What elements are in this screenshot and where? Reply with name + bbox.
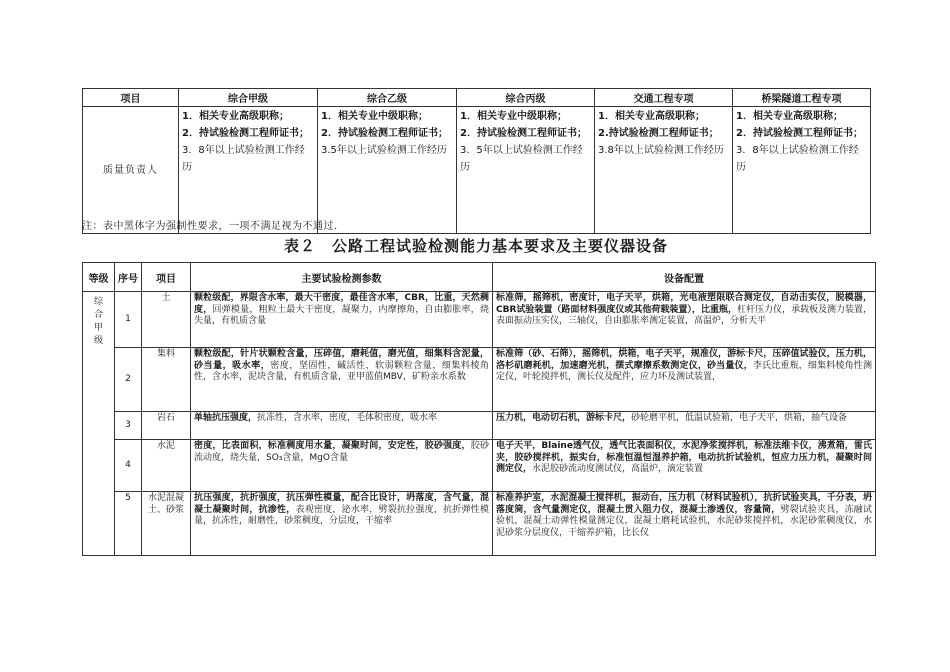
item-cell: 集料 (142, 348, 191, 412)
table-row (83, 440, 876, 492)
table1-header-bridge-tunnel: 桥梁隧道工程专项 (733, 89, 871, 107)
equip-cell (493, 412, 876, 440)
grade-cell (83, 292, 115, 556)
table-row (83, 492, 876, 556)
equip-mandatory: 标准养护室，水泥混凝土搅拌机，振动台，压力机（材料试验机），抗折试验夹具，千分表，坍落度筒，含气量测定仪，混凝土贯入阻力仪，混凝土渗透仪，容量筒， (496, 493, 872, 515)
requirement-experience: 3．8年以上试验检测工作经历 (736, 145, 859, 173)
table2-header-equip: 设备配置 (493, 263, 876, 292)
seq-cell: 2 (115, 348, 142, 412)
equip-mandatory: 标准筛，摇筛机，密度计，电子天平，烘箱，光电液塑限联合测定仪，自动击实仪，脱模器，CBR试验装置（路面材料强度仪或其他荷载装置），比重瓶， (496, 293, 872, 315)
table1-cell (733, 107, 871, 234)
table1-header-grade-a: 综合甲级 (179, 89, 318, 107)
seq-cell: 3 (115, 412, 142, 440)
item-cell: 岩石 (142, 412, 191, 440)
requirement-experience: 3.5年以上试验检测工作经历 (321, 145, 447, 156)
equip-mandatory: 标准筛（砂、石筛），摇筛机，烘箱，电子天平，规准仪，游标卡尺，压碎值试验仪，压力机，洛杉矶磨耗机，加速磨光机，摆式摩擦系数测定仪，砂当量仪， (496, 349, 872, 371)
equip-optional: 李氏比重瓶，细集料棱角性测定仪，叶轮搅拌机，测长仪及配件，应力环及测试装置， (496, 360, 872, 382)
table1-cell (318, 107, 457, 234)
table2-header-seq: 序号 (115, 263, 142, 292)
table1-row-label: 质量负责人 (83, 107, 179, 234)
equip-optional: 杠杆压力仪，承载板及测力装置，表面振动压实仪，三轴仪，自由膨胀率测定装置，高温炉，分析天平 (496, 304, 872, 326)
params-cell (191, 292, 493, 348)
seq-cell: 4 (115, 440, 142, 492)
table-note: 注：表中黑体字为强制性要求，一项不满足视为不通过. (82, 221, 338, 232)
item-cell: 水泥混凝土、砂浆 (142, 492, 191, 556)
requirement-title: 1．相关专业中级职称； (460, 111, 567, 122)
params-mandatory: 单轴抗压强度， (194, 413, 258, 423)
table1-cell (457, 107, 595, 234)
grade-char: 甲 (93, 323, 103, 333)
equipment-requirements-table (82, 262, 876, 556)
requirement-title: 1．相关专业中级职称； (321, 111, 428, 122)
params-optional: 回弹模量，粗粒土最大干密度，凝聚力，内摩擦角，自由膨胀率，烧失量，有机质含量 (194, 304, 489, 326)
table2-header-row (83, 263, 876, 292)
table2-caption: 表２ 公路工程试验检测能力基本要求及主要仪器设备 (283, 237, 668, 255)
table1-header-traffic: 交通工程专项 (595, 89, 733, 107)
requirement-title: 1．相关专业高级职称； (598, 111, 705, 122)
grade-char: 综 (93, 297, 103, 307)
equip-cell (493, 492, 876, 556)
requirement-cert: 2．持试验检测工程师证书； (460, 128, 587, 139)
equip-mandatory: 电子天平，Blaine透气仪，透气比表面积仪，水泥净浆搅拌机，标准法维卡仪，沸煮箱，雷氏夹，胶砂搅拌机，振实台，标准恒温恒湿养护箱，电动抗折试验机，恒应力压力机，凝聚时间测定仪， (496, 441, 872, 474)
equip-optional: 水泥胶砂流动度测试仪，高温炉，滴定装置 (532, 464, 704, 474)
params-cell (191, 492, 493, 556)
table2-header-grade: 等级 (83, 263, 115, 292)
params-cell (191, 348, 493, 412)
requirement-cert: 2.持试验检测工程师证书； (598, 128, 719, 139)
table1-cell (179, 107, 318, 234)
item-cell: 水泥 (142, 440, 191, 492)
equip-optional: 砂轮磨平机，低温试验箱，电子天平，烘箱，抽气设备 (631, 413, 848, 423)
params-cell (191, 412, 493, 440)
requirement-title: 1．相关专业高级职称； (736, 111, 843, 122)
requirement-experience: 3．8年以上试验检测工作经历 (182, 145, 305, 173)
params-mandatory: 颗粒级配，界限含水率，最大干密度，最佳含水率，CBR，比重，天然稠度， (194, 293, 489, 315)
seq-cell: 5 (115, 492, 142, 556)
params-optional: 抗冻性，含水率，密度，毛体积密度，吸水率 (257, 413, 438, 423)
equip-cell (493, 292, 876, 348)
table1-header-row (83, 89, 871, 107)
requirement-experience: 3.8年以上试验检测工作经历 (598, 145, 724, 156)
table1-cell (595, 107, 733, 234)
table-row (83, 292, 876, 348)
requirement-experience: 3．5年以上试验检测工作经历 (460, 145, 583, 173)
equip-optional: 劈裂试验夹具，冻融试验机，混凝土动弹性模量测定仪，混凝土磨耗试验机，水泥砂浆搅拌机，水泥砂浆稠度仪，水泥砂浆分层度仪，干缩养护箱，比长仪 (496, 504, 872, 538)
requirement-cert: 2．持试验检测工程师证书； (321, 128, 448, 139)
table1-header-grade-b: 综合乙级 (318, 89, 457, 107)
params-cell (191, 440, 493, 492)
table-row (83, 412, 876, 440)
grade-char: 级 (93, 336, 103, 346)
requirement-cert: 2．持试验检测工程师证书； (182, 128, 309, 139)
table-row (83, 348, 876, 412)
params-mandatory: 抗压强度，抗折强度，抗压弹性模量，配合比设计，坍落度，含气量，混凝土凝聚时间，抗渗性， (194, 493, 489, 515)
requirement-title: 1．相关专业高级职称； (182, 111, 289, 122)
personnel-requirements-table (82, 88, 871, 234)
equip-mandatory: 压力机，电动切石机，游标卡尺， (496, 413, 632, 423)
table1-header-item: 项目 (83, 89, 179, 107)
table2-header-item: 项目 (142, 263, 191, 292)
params-mandatory: 密度，比表面积，标准稠度用水量，凝聚时间，安定性，胶砂强度， (194, 441, 471, 451)
table1-quality-lead-row (83, 107, 871, 234)
grade-char: 合 (93, 310, 103, 320)
item-cell: 土 (142, 292, 191, 348)
equip-cell (493, 348, 876, 412)
table1-header-grade-c: 综合丙级 (457, 89, 595, 107)
params-optional: 密度，坚固性，碱活性，软弱颗粒含量，细集料棱角性，含水率，泥块含量，有机质含量，亚甲蓝值MBV，矿粉亲水系数 (194, 360, 489, 382)
requirement-cert: 2．持试验检测工程师证书； (736, 128, 863, 139)
seq-cell: 1 (115, 292, 142, 348)
table2-header-params: 主要试验检测参数 (191, 263, 493, 292)
params-mandatory: 颗粒级配，针片状颗粒含量，压碎值，磨耗值，磨光值，细集料含泥量，砂当量，吸水率， (194, 349, 489, 371)
params-optional: 表观密度，泌水率，劈裂抗拉强度，抗折弹性模量，抗冻性，耐磨性，砂浆稠度，分层度，干缩率 (194, 504, 489, 526)
params-optional: 胶砂流动度，烧失量，SO₃含量，MgO含量 (194, 441, 489, 463)
equip-cell (493, 440, 876, 492)
